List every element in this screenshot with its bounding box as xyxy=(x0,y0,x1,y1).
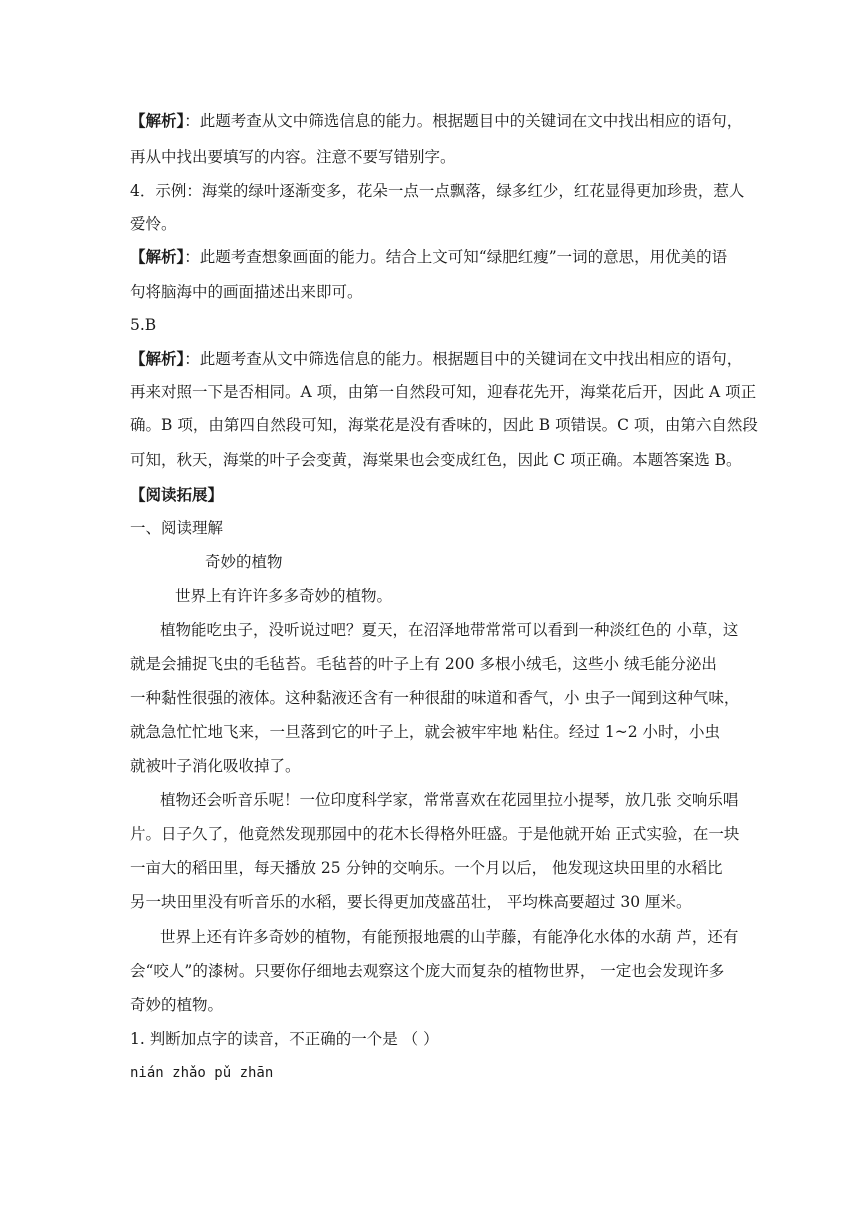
section-heading: 【阅读拓展】 xyxy=(130,485,224,504)
analysis-5-line-1: 【解析】：此题考查从文中筛选信息的能力。根据题目中的关键词在文中找出相应的语句， xyxy=(130,349,743,368)
question-1-pinyin: nián zhǎo pǔ zhān xyxy=(130,1065,274,1081)
answer-4-line-2: 爱怜。 xyxy=(130,215,177,233)
para3-line-2: 会“咬人”的漆树。只要你仔细地去观察这个庞大而复杂的植物世界， 一定也会发现许多 xyxy=(130,962,725,980)
para3-line-1: 世界上还有许多奇妙的植物，有能预报地震的山芋藤，有能净化水体的水葫 芦，还有 xyxy=(160,928,739,946)
answer-4-line-1: 4．示例：海棠的绿叶逐渐变多，花朵一点一点飘落，绿多红少，红花显得更加珍贵，惹人 xyxy=(130,182,745,200)
para1-line-2: 就是会捕捉飞虫的毛毡苔。毛毡苔的叶子上有 200 多根小绒毛，这些小 绒毛能分泌出 xyxy=(130,655,717,673)
analysis-5-line-2: 再来对照一下是否相同。A 项，由第一自然段可知，迎春花先开，海棠花后开，因此 A 项正 xyxy=(130,383,757,401)
para1-line-4: 就急急忙忙地飞来，一旦落到它的叶子上，就会被牢牢地 粘住。经过 1~2 小时，小虫 xyxy=(130,723,720,741)
analysis-4-line-2: 句将脑海中的画面描述出来即可。 xyxy=(130,283,363,301)
analysis-label: 【解析】 xyxy=(130,111,185,130)
para2-line-2: 片。日子久了，他竟然发现那园中的花木长得格外旺盛。于是他就开始 正式实验，在一块 xyxy=(130,825,740,843)
answer-5: 5.B xyxy=(130,316,157,334)
para1-line-5: 就被叶子消化吸收掉了。 xyxy=(130,757,301,775)
para2-line-4: 另一块田里没有听音乐的水稻，要长得更加茂盛茁壮， 平均株高要超过 30 厘米。 xyxy=(130,893,692,911)
analysis-5-line-4: 可知，秋天，海棠的叶子会变黄，海棠果也会变成红色，因此 C 项正确。本题答案选 B。 xyxy=(130,451,742,469)
passage-intro: 世界上有许许多多奇妙的植物。 xyxy=(175,587,393,605)
analysis-1-line-1: 【解析】：此题考查从文中筛选信息的能力。根据题目中的关键词在文中找出相应的语句， xyxy=(130,111,743,130)
analysis-label: 【解析】 xyxy=(130,247,185,266)
analysis-label: 【解析】 xyxy=(130,349,185,368)
question-1: 1. 判断加点字的读音，不正确的一个是 （ ） xyxy=(130,1030,439,1048)
analysis-4-line-1: 【解析】：此题考查想象画面的能力。结合上文可知“绿肥红瘦”一词的意思，用优美的语 xyxy=(130,247,728,266)
subsection-title: 一、阅读理解 xyxy=(130,519,224,537)
para2-line-1: 植物还会听音乐呢！一位印度科学家，常常喜欢在花园里拉小提琴，放几张 交响乐唱 xyxy=(160,791,739,809)
para3-line-3: 奇妙的植物。 xyxy=(130,996,224,1014)
analysis-5-line-3: 确。B 项，由第四自然段可知，海棠花是没有香味的，因此 B 项错误。C 项，由第六自然段 xyxy=(130,416,758,434)
para2-line-3: 一亩大的稻田里，每天播放 25 分钟的交响乐。一个月以后， 他发现这块田里的水稻比 xyxy=(130,859,723,877)
analysis-1-line-2: 再从中找出要填写的内容。注意不要写错别字。 xyxy=(130,148,456,166)
para1-line-3: 一种黏性很强的液体。这种黏液还含有一种很甜的味道和香气，小 虫子一闻到这种气味， xyxy=(130,689,740,707)
para1-line-1: 植物能吃虫子，没听说过吧？夏天，在沼泽地带常常可以看到一种淡红色的 小草，这 xyxy=(160,621,739,639)
passage-title: 奇妙的植物 xyxy=(205,553,283,571)
